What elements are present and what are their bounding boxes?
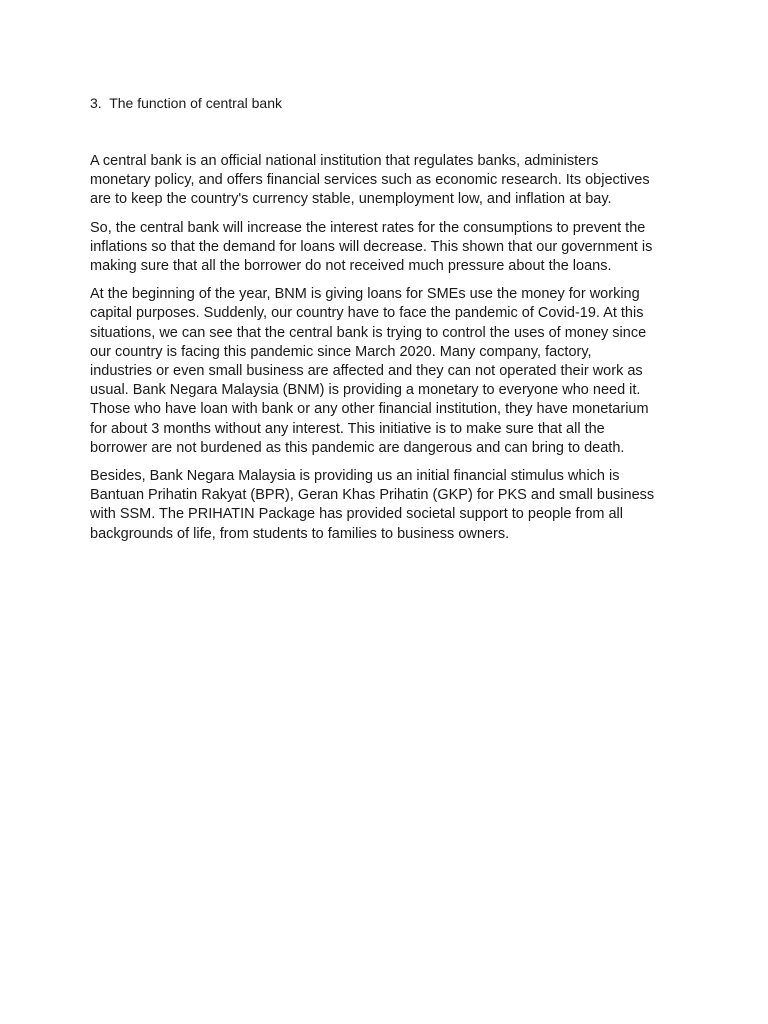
paragraph-line: with SSM. The PRIHATIN Package has provided societal support to people from all [90, 506, 623, 523]
paragraph-line: Besides, Bank Negara Malaysia is providing us an initial financial stimulus which is [90, 468, 620, 485]
paragraph-line: borrower are not burdened as this pandemic are dangerous and can bring to death. [90, 439, 625, 456]
paragraph-covid-response [90, 285, 690, 458]
paragraph-definition [90, 152, 690, 210]
paragraph-line: Those who have loan with bank or any other financial institution, they have monetarium [90, 401, 649, 418]
paragraph-line: industries or even small business are affected and they can not operated their work as [90, 363, 643, 380]
paragraph-line: A central bank is an official national institution that regulates banks, administers [90, 153, 599, 169]
document-body [90, 152, 690, 553]
paragraph-line: our country is facing this pandemic since March 2020. Many company, factory, [90, 343, 592, 360]
paragraph-line: capital purposes. Suddenly, our country have to face the pandemic of Covid-19. At this [90, 305, 644, 322]
paragraph-line: situations, we can see that the central bank is trying to control the uses of money since [90, 324, 647, 341]
paragraph-interest-rates [90, 219, 690, 277]
section-heading: 3. The function of central bank [90, 95, 282, 111]
paragraph-line: Bantuan Prihatin Rakyat (BPR), Geran Khas Prihatin (GKP) for PKS and small business [90, 487, 655, 504]
paragraph-line: So, the central bank will increase the interest rates for the consumptions to prevent the [90, 219, 646, 236]
paragraph-line: are to keep the country's currency stable, unemployment low, and inflation at bay. [90, 191, 612, 208]
paragraph-line: for about 3 months without any interest. This initiative is to make sure that all the [90, 420, 605, 437]
paragraph-line: making sure that all the borrower do not received much pressure about the loans. [90, 258, 612, 275]
paragraph-line: backgrounds of life, from students to families to business owners. [90, 525, 510, 542]
paragraph-line: At the beginning of the year, BNM is giving loans for SMEs use the money for working [90, 286, 640, 303]
paragraph-line: monetary policy, and offers financial services such as economic research. Its objectives [90, 172, 650, 189]
paragraph-line: inflations so that the demand for loans will decrease. This shown that our government is [90, 238, 653, 255]
paragraph-line: usual. Bank Negara Malaysia (BNM) is providing a monetary to everyone who need it. [90, 382, 641, 399]
paragraph-stimulus [90, 467, 690, 544]
